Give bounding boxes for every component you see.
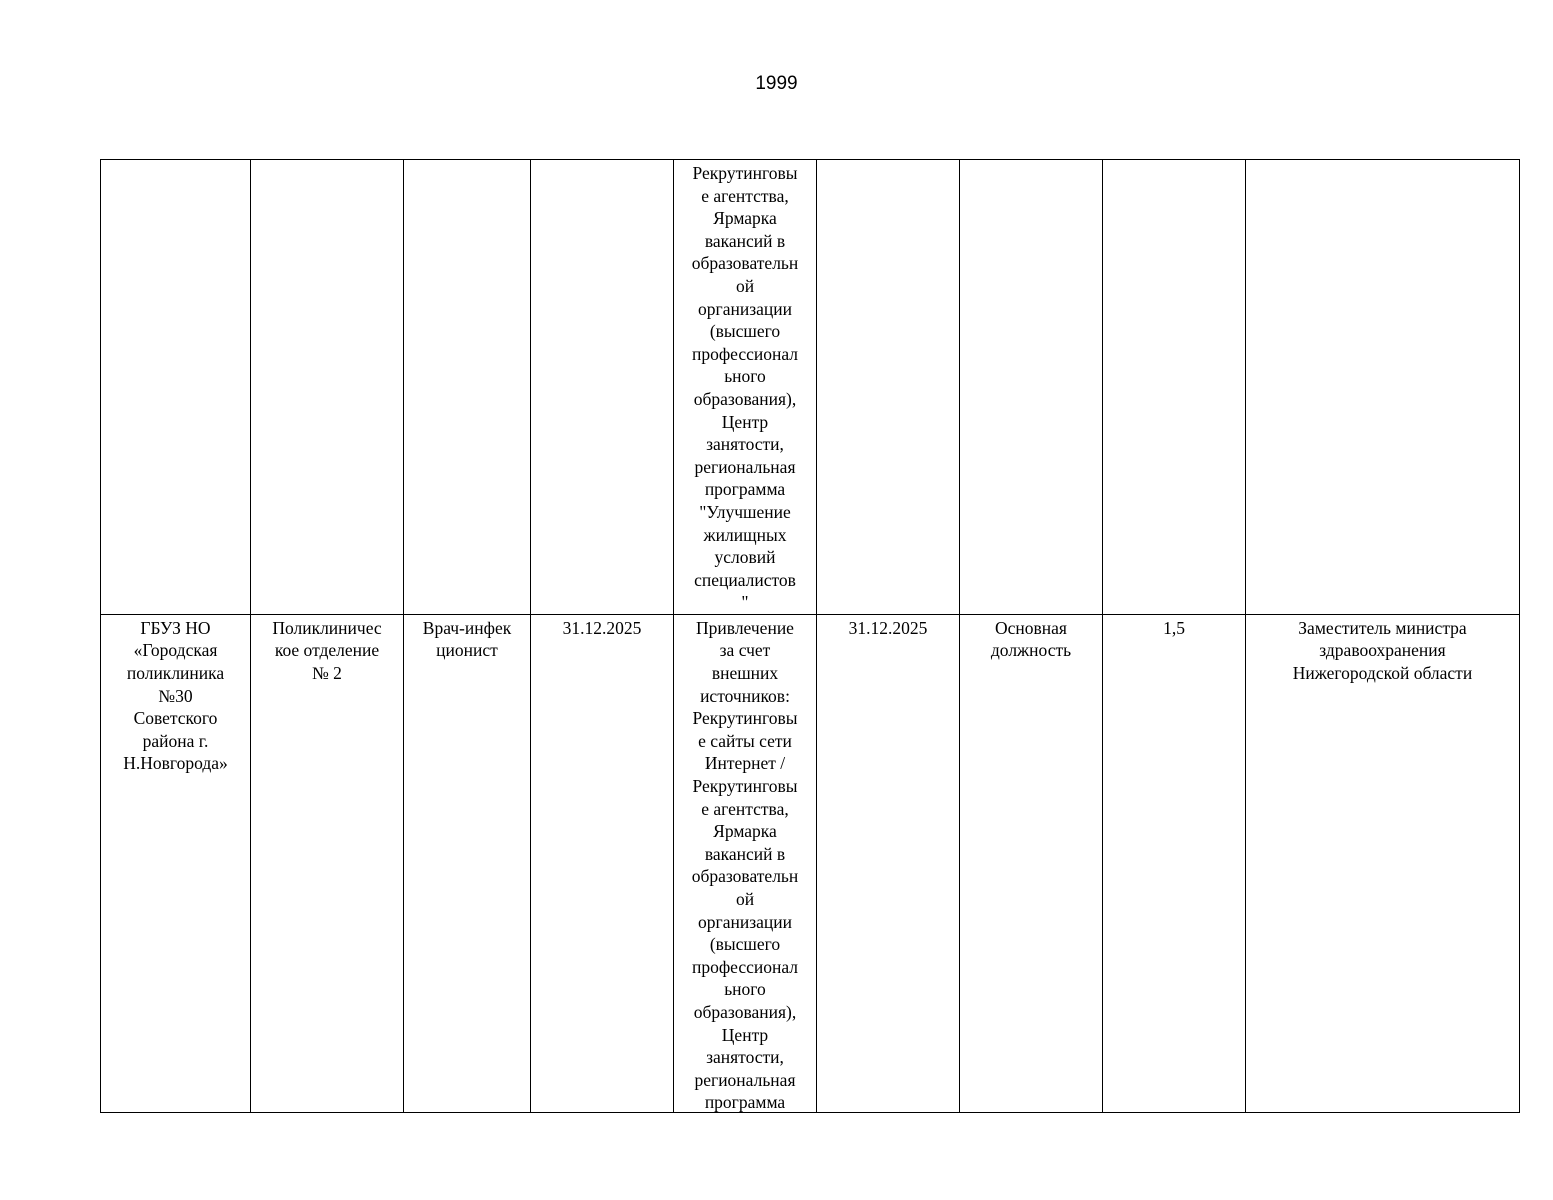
table-row <box>101 614 1520 1112</box>
table-cell-recruitment-method: Привлечение за счет внешних источников: Рекрутинговы е сайты сети Интернет / Рекрутинговы е агентства, Ярмарка вакансий в образовательн ой организации (высшего профессионал ьного образования), Центр занятости, региональная программа <box>674 614 817 1112</box>
table-cell-position: Врач-инфек ционист <box>404 614 531 1112</box>
table-cell-deadline: 31.12.2025 <box>817 614 960 1112</box>
table-cell-rate <box>1103 160 1246 615</box>
table-row <box>101 160 1520 615</box>
table-cell-recruitment-method: Рекрутинговы е агентства, Ярмарка вакансий в образовательн ой организации (высшего профессионал ьного образования), Центр занятости, региональная программа "Улучшение жилищных условий специалистов " <box>674 160 817 615</box>
table-cell-date: 31.12.2025 <box>531 614 674 1112</box>
table-cell-organization: ГБУЗ НО «Городская поликлиника №30 Советского района г. Н.Новгорода» <box>101 614 251 1112</box>
table-cell-deadline <box>817 160 960 615</box>
table-cell-position <box>404 160 531 615</box>
table-cell-rate: 1,5 <box>1103 614 1246 1112</box>
table-cell-responsible: Заместитель министра здравоохранения Нижегородской области <box>1246 614 1520 1112</box>
table-cell-organization <box>101 160 251 615</box>
table-cell-position-type <box>960 160 1103 615</box>
page-number: 1999 <box>755 73 798 94</box>
staffing-table <box>100 159 1520 1113</box>
table-cell-responsible <box>1246 160 1520 615</box>
table-cell-position-type: Основная должность <box>960 614 1103 1112</box>
table-cell-department <box>251 160 404 615</box>
table-cell-date <box>531 160 674 615</box>
table-cell-department: Поликлиничес кое отделение № 2 <box>251 614 404 1112</box>
